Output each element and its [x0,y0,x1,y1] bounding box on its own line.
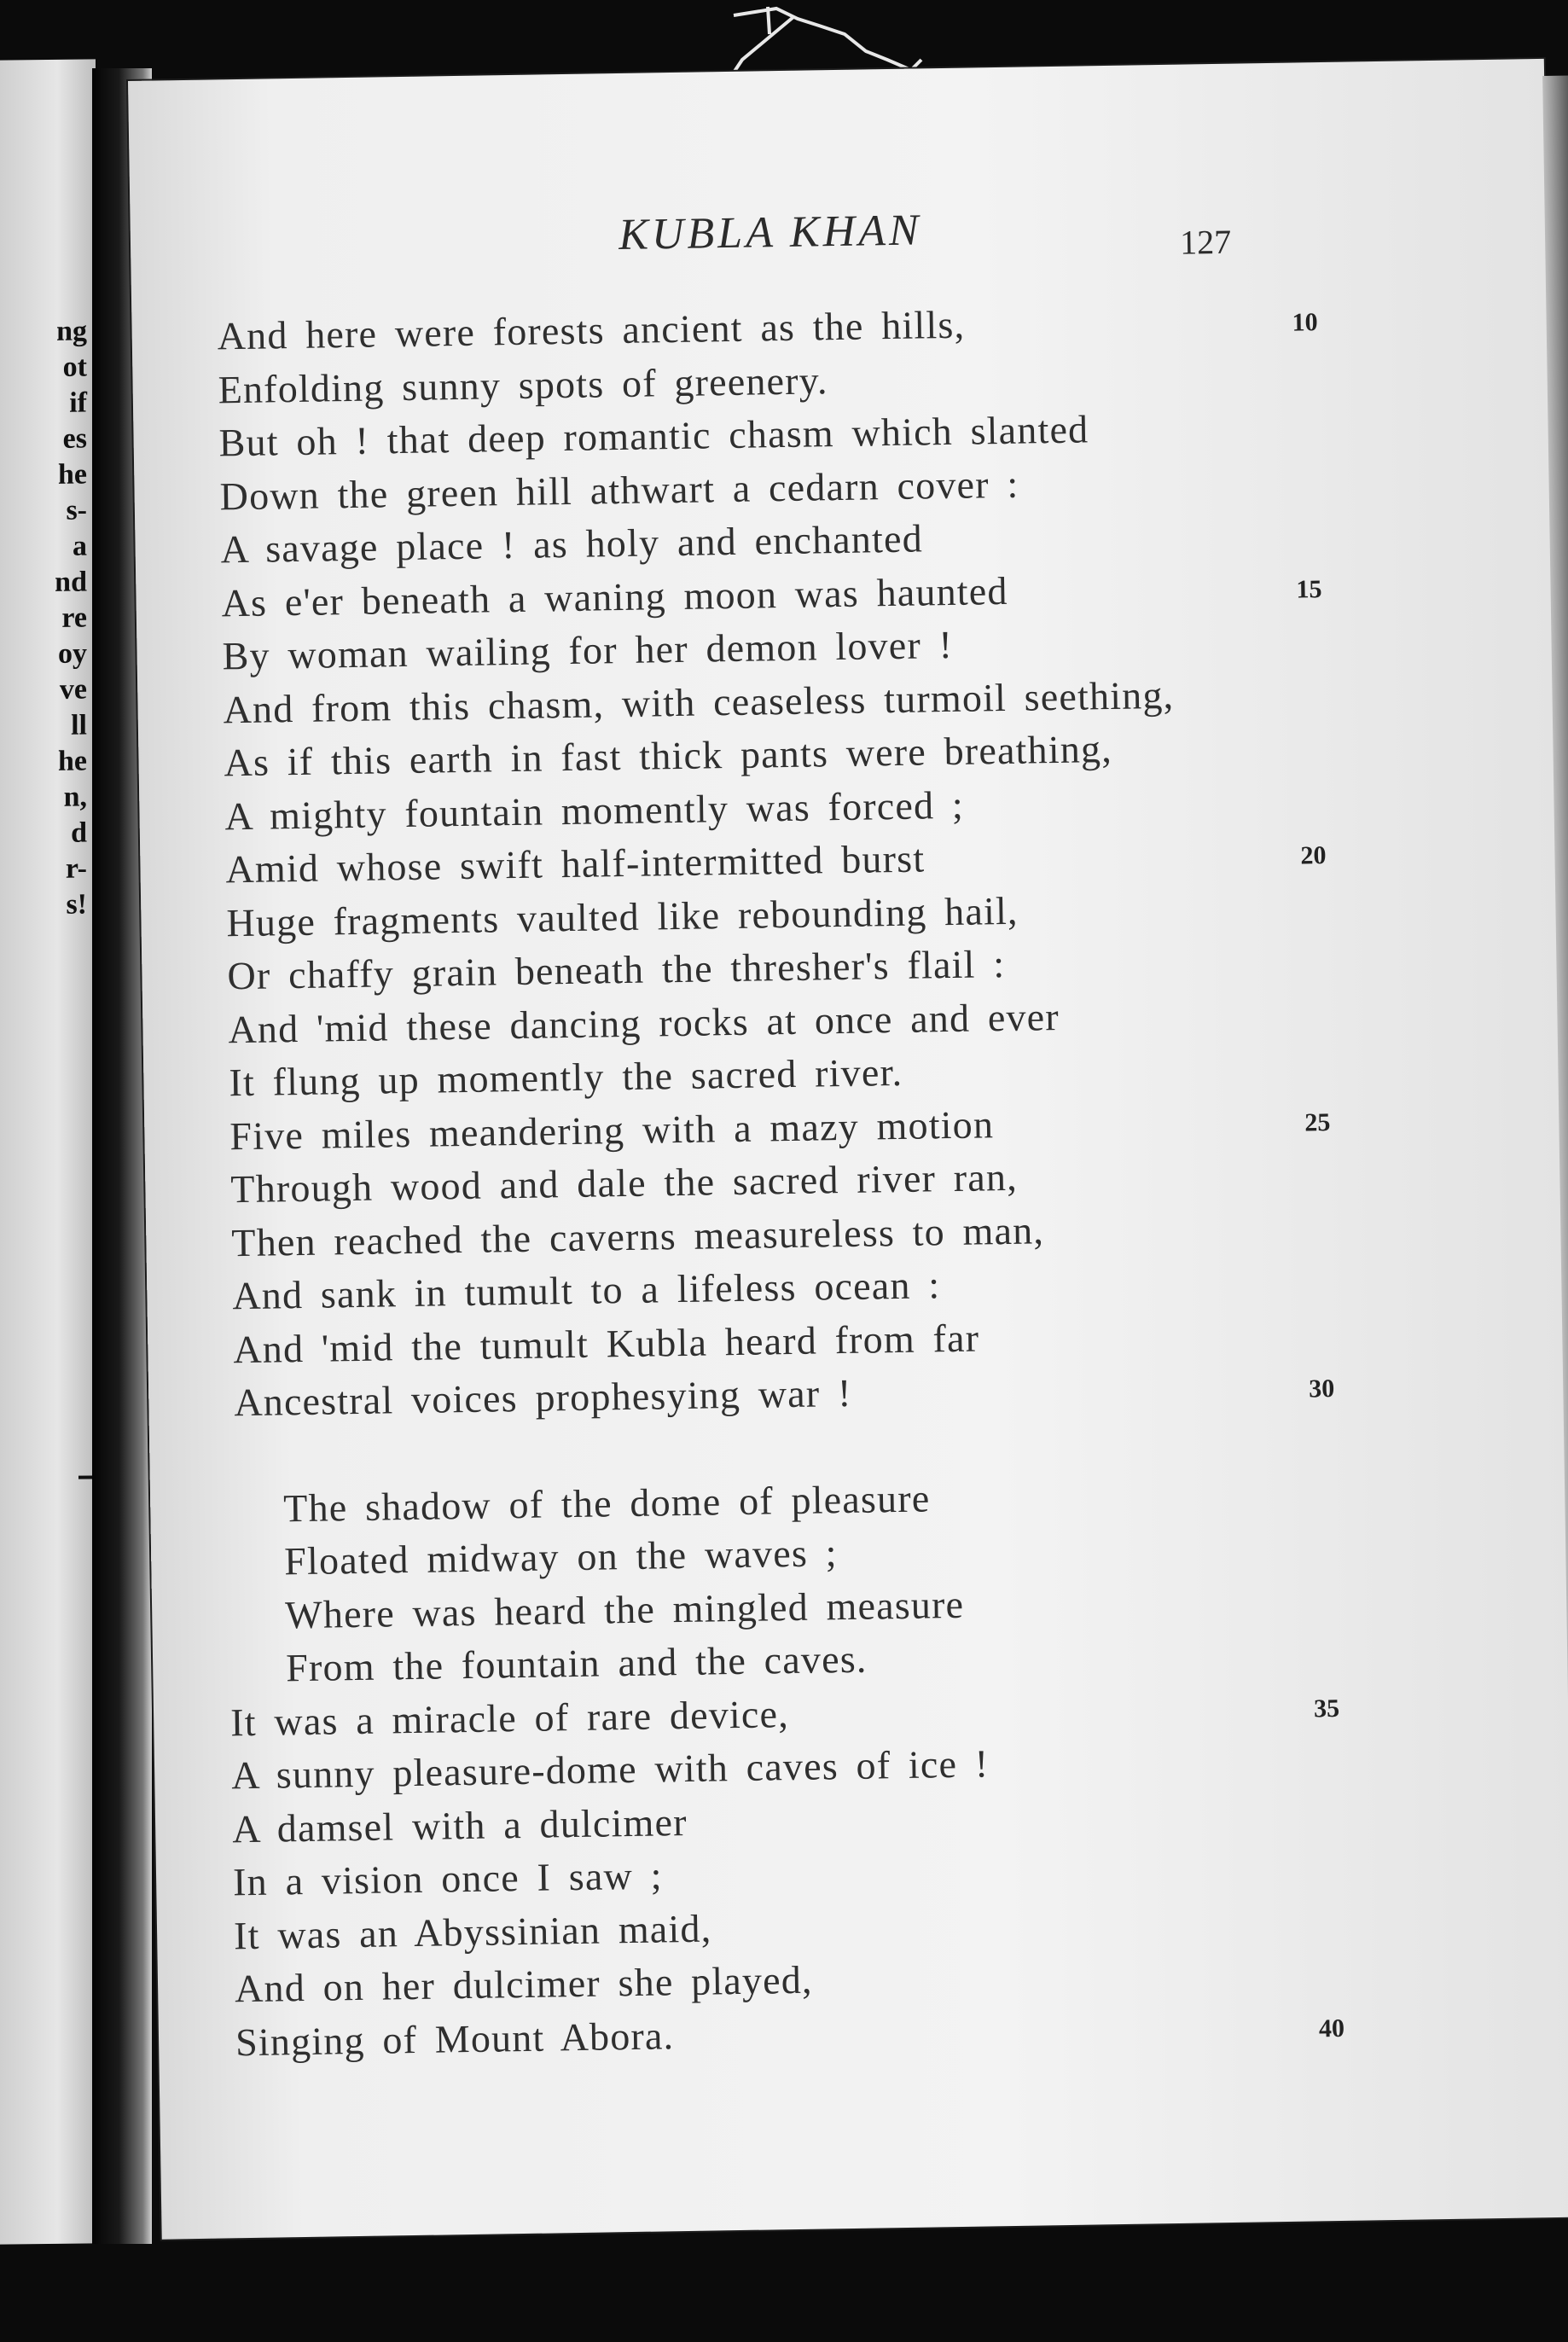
left-page-fragment: s! [66,888,87,921]
left-page-fragment: n, [63,781,87,813]
poem-line-text: In a vision once I saw ; [232,1853,663,1904]
poem-line-text: Ancestral voices prophesying war ! [233,1370,852,1425]
poem-line-text: And from this chasm, with ceaseless turmoil seething, [223,672,1175,731]
poem-line-text: A sunny pleasure-dome with caves of ice ! [230,1741,990,1798]
poem-line-text: And on her dulcimer she played, [234,1957,814,2011]
poem-line-text: Huge fragments vaulted like rebounding hail, [226,888,1019,944]
poem-line-text: And sank in tumult to a lifeless ocean : [231,1263,941,1318]
line-number: 30 [1308,1374,1335,1403]
poem-line-text: And 'mid the tumult Kubla heard from far [232,1316,980,1371]
left-page-fragment: nd [55,566,87,598]
book-page [128,59,1568,2240]
line-number: 10 [1292,308,1318,337]
poem-line-text: Or chaffy grain beneath the thresher's flail : [227,941,1006,998]
poem-line-text: By woman wailing for her demon lover ! [222,622,954,678]
left-page-fragment: a [73,530,87,562]
left-page-fragment: d [71,817,87,849]
poem-line-text: And 'mid these dancing rocks at once and ever [228,994,1060,1051]
left-page-fragment: r- [65,852,87,885]
poem-line-text: Floated midway on the waves ; [283,1531,839,1584]
poem-line-text: Enfolding sunny spots of greenery. [218,357,828,411]
poem-line-text: From the fountain and the caves. [285,1636,868,1690]
left-page-fragment: if [69,386,87,419]
running-head: KUBLA KHAN [618,206,923,259]
left-page-fragment: re [61,601,87,634]
poem-line-text: Singing of Mount Abora. [235,2013,675,2064]
poem-line-text: It was a miracle of rare device, [229,1691,790,1744]
line-number: 35 [1313,1694,1340,1723]
left-page-rule [78,1475,92,1530]
poem-line-text: A savage place ! as holy and enchanted [220,516,924,572]
poem-line-text: Five miles meandering with a mazy motion [229,1101,995,1158]
poem-line-text: Where was heard the mingled measure [284,1582,965,1636]
left-page-fragment: s- [66,494,87,526]
poem-line-text: As if this earth in fast thick pants were breathing, [224,726,1113,785]
poem-line-text: Down the green hill athwart a cedarn cover : [219,462,1019,518]
poem-line-text: A mighty fountain momently was forced ; [224,782,965,838]
poem-line-text: A damsel with a dulcimer [231,1799,688,1851]
poem-line-text: The shadow of the dome of pleasure [282,1475,931,1530]
poem-line-text: As e'er beneath a waning moon was haunted [221,568,1008,625]
page-edge-shadow [1542,75,1568,2208]
poem-line-text: Amid whose swift half-intermitted burst [225,836,926,892]
poem-line-text: And here were forests ancient as the hills, [217,302,966,358]
line-number: 40 [1318,2014,1345,2043]
line-number: 25 [1304,1107,1331,1136]
poem-line-text: It was an Abyssinian maid, [233,1906,712,1957]
poem-body [183,292,1387,2069]
line-number: 15 [1296,574,1322,604]
left-page-fragment: ot [62,351,87,383]
left-page-fragment: oy [58,637,87,670]
left-page-fragment: ll [71,709,87,741]
left-page-fragment: es [62,422,87,455]
left-page-text-fragments [9,314,87,924]
poem-line-text: Through wood and dale the sacred river ran, [230,1154,1019,1212]
left-page-fragment: ng [56,315,87,347]
left-page-fragment: he [58,745,87,777]
left-page-fragment: ve [59,673,87,706]
left-page-fragment: he [58,458,87,491]
poem-line-text: It flung up momently the sacred river. [229,1049,903,1105]
left-facing-page [0,59,96,2244]
poem-line-text: Then reached the caverns measureless to man, [230,1207,1045,1264]
page-number: 127 [1179,222,1232,262]
line-number: 20 [1300,841,1327,870]
poem-line-text: But oh ! that deep romantic chasm which slanted [218,407,1089,465]
